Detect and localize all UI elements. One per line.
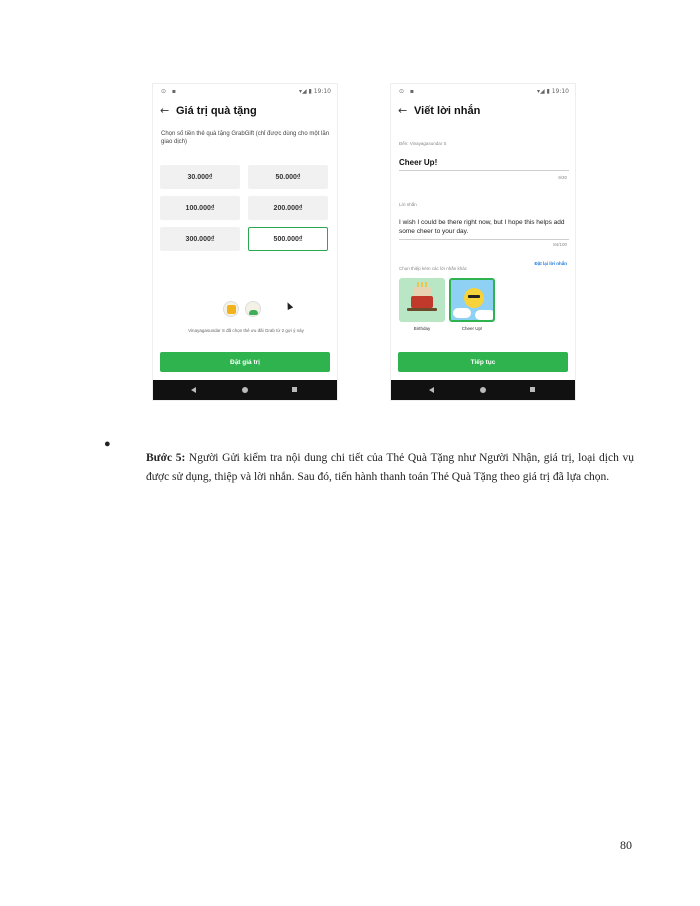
step-text: Người Gửi kiểm tra nội dung chi tiết của Thẻ Quà Tặng như Người Nhận, giá trị, loại dịch vụ được sử dụng, thiệp và lời nhắn. Sau đó, tiến hành thanh toán Thẻ Quà Tặng theo giá trị đã lựa chọn. xyxy=(146,451,635,483)
birthday-card[interactable] xyxy=(399,278,445,322)
message-input[interactable]: I wish I could be there right now, but I hope this helps add some cheer to your day. xyxy=(399,219,565,235)
back-arrow-icon[interactable]: ← xyxy=(398,104,408,117)
birthday-card-label: Birthday xyxy=(413,326,431,331)
cheer-up-card-label: Cheer Up! xyxy=(461,326,483,331)
reset-message-link[interactable]: Đặt lại lời nhắn xyxy=(534,261,567,266)
set-value-button[interactable]: Đặt giá trị xyxy=(160,352,330,372)
amount-option-50000[interactable]: 50.000₫ xyxy=(248,165,328,189)
page-title: Giá trị quà tặng xyxy=(176,105,257,117)
suggestion-stickers xyxy=(223,301,267,317)
card-section-label: Chọn thiệp kèm các lời nhắn khác xyxy=(399,266,467,271)
page-number: 80 xyxy=(620,838,632,852)
write-message-screenshot xyxy=(391,84,575,400)
nav-home-icon[interactable] xyxy=(242,387,248,393)
status-bar xyxy=(153,84,337,98)
food-sticker-icon[interactable] xyxy=(245,301,261,317)
step-5-paragraph xyxy=(146,449,634,487)
cheer-up-card-selected[interactable] xyxy=(449,278,495,322)
gift-sticker-icon[interactable] xyxy=(223,301,239,317)
message-underline xyxy=(399,239,569,240)
amount-option-500000-selected[interactable]: 500.000₫ xyxy=(248,227,328,251)
nav-back-icon[interactable] xyxy=(191,387,196,393)
nav-back-icon[interactable] xyxy=(429,387,434,393)
headline-underline xyxy=(399,170,569,171)
app-bar xyxy=(160,104,331,120)
headline-counter: 9/30 xyxy=(558,175,567,180)
page-title: Viết lời nhắn xyxy=(414,105,481,117)
step-label: Bước 5: xyxy=(146,451,186,464)
amount-option-100000[interactable]: 100.000₫ xyxy=(160,196,240,220)
nav-home-icon[interactable] xyxy=(480,387,486,393)
back-arrow-icon[interactable]: ← xyxy=(160,104,170,117)
message-counter: 84/100 xyxy=(553,242,567,247)
continue-button[interactable]: Tiếp tục xyxy=(398,352,568,372)
message-label: Lời nhắn xyxy=(399,202,417,207)
amount-option-30000[interactable]: 30.000₫ xyxy=(160,165,240,189)
nav-recent-icon[interactable] xyxy=(292,387,297,392)
sun-icon xyxy=(464,288,484,308)
headline-input[interactable]: Cheer Up! xyxy=(399,158,438,167)
status-icons-right: ▾◢ ▮ 19:10 xyxy=(536,88,569,95)
android-nav-bar xyxy=(153,380,337,400)
amount-option-200000[interactable]: 200.000₫ xyxy=(248,196,328,220)
status-icons-right: ▾◢ ▮ 19:10 xyxy=(298,88,331,95)
status-bar xyxy=(391,84,575,98)
bullet-icon: ● xyxy=(104,438,111,450)
cake-icon xyxy=(413,287,431,296)
amount-description: Chọn số tiền thẻ quà tặng GrabGift (chỉ được dùng cho một lần giao dịch) xyxy=(161,131,330,145)
nav-recent-icon[interactable] xyxy=(530,387,535,392)
recipient-label: Đến: Vinayagasundar S xyxy=(399,141,447,146)
android-nav-bar xyxy=(391,380,575,400)
status-icons-left: ⊙ ▪ xyxy=(161,88,179,95)
gift-value-screenshot xyxy=(153,84,337,400)
amount-option-300000[interactable]: 300.000₫ xyxy=(160,227,240,251)
app-bar xyxy=(398,104,569,120)
suggestion-note: Vinayagasundar S đã chọn thẻ ưu đãi Grab từ 2 gợi ý này xyxy=(188,328,304,333)
status-icons-left: ⊙ ▪ xyxy=(399,88,417,95)
